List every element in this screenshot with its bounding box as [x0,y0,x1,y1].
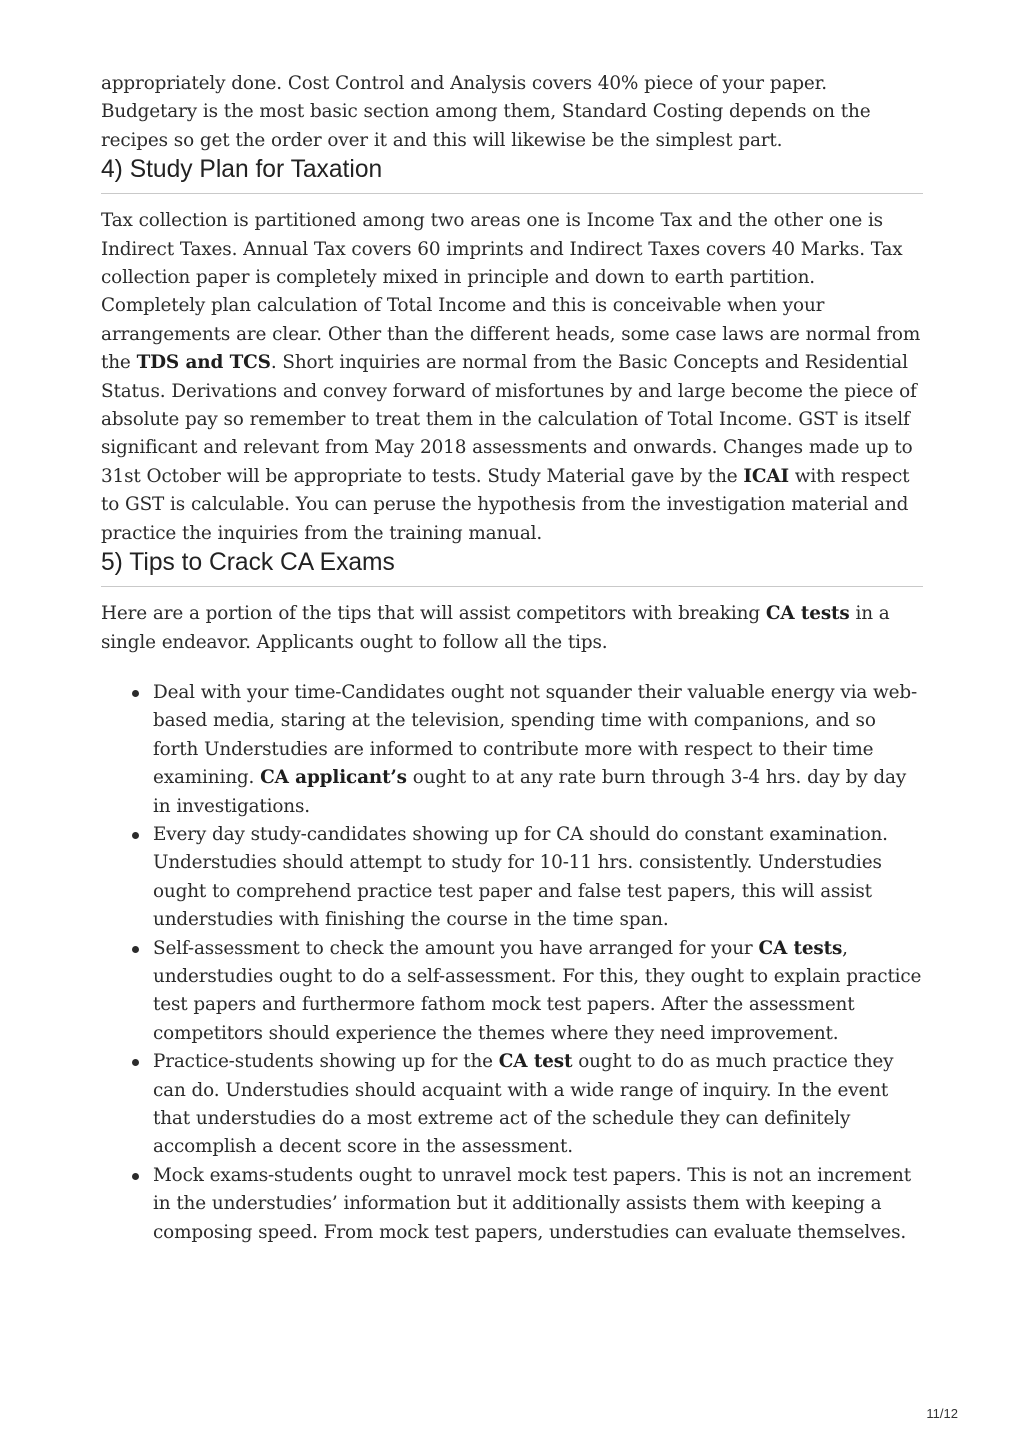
bold-term: CA tests [758,937,843,959]
text-run: in a single endeavor. Applicants ought to follow all the tips. [101,603,890,653]
text-run: ought to at any rate burn through 3-4 hrs. day by day in investigations. [153,767,907,817]
tips-list [101,679,923,1247]
section-heading-tips: 5) Tips to Crack CA Exams [101,548,923,587]
text-run: Self-assessment to check the amount you have arranged for your [153,937,759,959]
section-heading-taxation: 4) Study Plan for Taxation [101,155,923,194]
text-run: . Short inquiries are normal from the Basic Concepts and Residential Status. Derivations and convey forward of misfortunes by and large become the piece of absolute pay so remember to treat them in the calculation of Total Income. GST is itself significant and relevant from May 2018 assessments and onwards. Changes made up to 31st October will be appropriate to tests. Study Material gave by the [101,352,917,487]
list-item [153,935,923,1049]
text-run: Mock exams-students ought to unravel mock test papers. This is not an increment in the understudies’ information but it additionally assists them with keeping a composing speed. From mock test papers, understudies can evaluate themselves. [153,1164,911,1243]
text-run: Every day study-candidates showing up for CA should do constant examination. Understudies should attempt to study for 10-11 hrs. consistently. Understudies ought to comprehend practice test paper and false test papers, this will assist understudies with finishing the course in the time span. [153,823,888,931]
list-item [153,1048,923,1162]
text-run: , understudies ought to do a self-assessment. For this, they ought to explain practice test papers and furthermore fathom mock test papers. After the assessment competitors should experience the themes where they need improvement. [153,937,922,1044]
bold-term-icai: ICAI [743,465,789,487]
text-run: Practice-students showing up for the [153,1051,499,1073]
tips-intro-paragraph [101,600,923,657]
text-run: Here are a portion of the tips that will assist competitors with breaking [101,603,766,625]
bold-term: CA applicant’s [260,767,407,789]
intro-paragraph: appropriately done. Cost Control and Analysis covers 40% piece of your paper. Budgetary is the most basic section among them, Standard Costing depends on the recipes so get the order over it and this will likewise be the simplest part. [101,73,871,151]
text-run: Deal with your time-Candidates ought not squander their valuable energy via web-based media, staring at the television, spending time with companions, and so forth Understudies are informed to contribute more with respect to their time examining. [153,681,918,789]
bold-term-ca-tests: CA tests [765,603,850,625]
list-item [153,679,923,821]
list-item [153,821,923,935]
text-run: Tax collection is partitioned among two areas one is Income Tax and the other one is Indirect Taxes. Annual Tax covers 60 imprints and Indirect Taxes covers 40 Marks. Tax collection paper is completely mixed in principle and down to earth partition. Completely plan calculation of Total Income and this is conceivable when your arrangements are clear. Other than the different heads, some case laws are normal from the [101,210,921,374]
taxation-paragraph [101,207,923,548]
list-item [153,1162,923,1247]
text-run: with respect to GST is calculable. You can peruse the hypothesis from the investigation material and practice the inquiries from the training manual. [101,465,910,544]
text-run: ought to do as much practice they can do. Understudies should acquaint with a wide range of inquiry. In the event that understudies do a most extreme act of the schedule they can definitely accomplish a decent score in the assessment. [153,1051,894,1158]
bold-term: CA test [498,1051,573,1073]
page-number: 11/12 [926,1406,958,1421]
bold-term-tds-tcs: TDS and TCS [136,352,271,374]
document-page [101,70,923,1247]
